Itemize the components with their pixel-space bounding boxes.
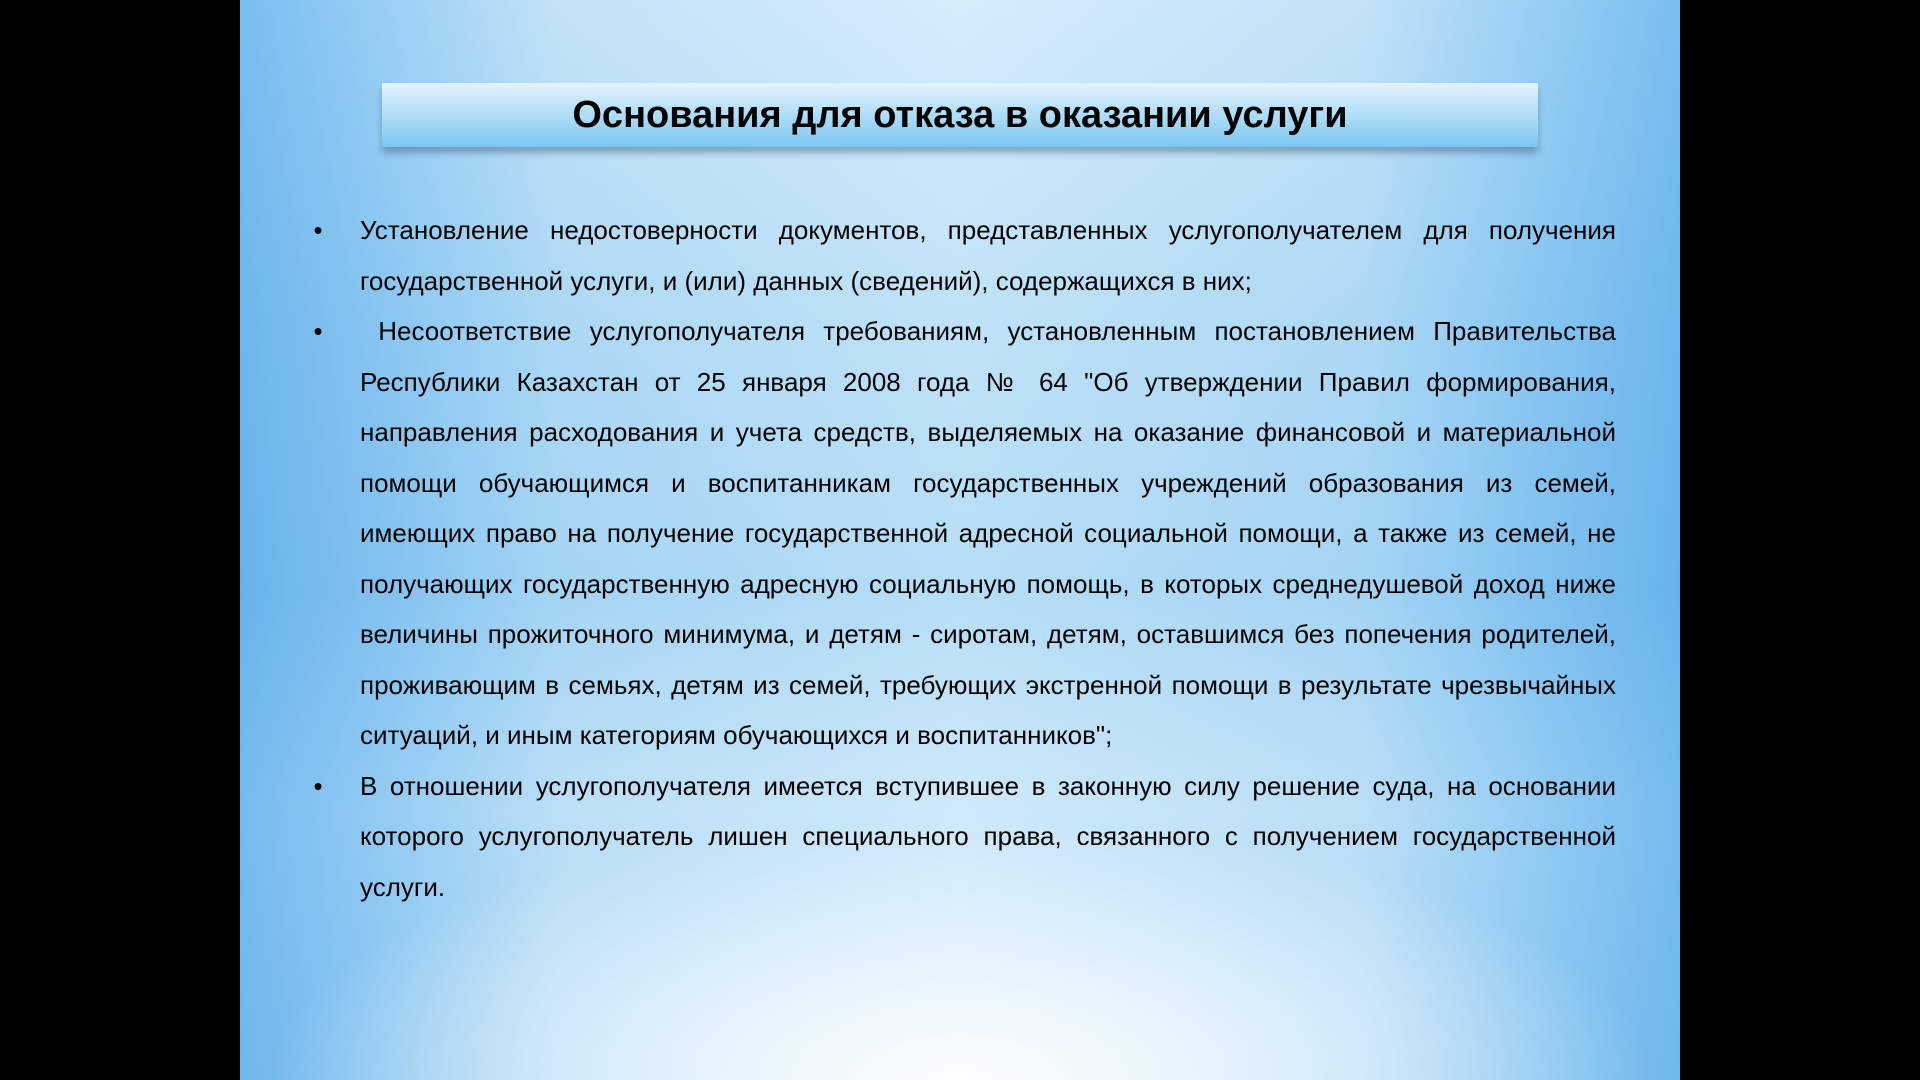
list-item-text: Несоответствие услугополучателя требованиям, установленным постановлением Правительства Республики Казахстан от 25 января 2008 года № 64 "Об утверждении Правил формирования, направления расходования и учета средств, выделяемых на оказание финансовой и материальной помощи обучающимся и воспитанникам государственных учреждений образования из семей, имеющих право на получение государственной адресной социальной помощи, а также из семей, не получающих государственную адресную социальную помощь, в которых среднедушевой доход ниже величины прожиточного минимума, и детям - сиротам, детям, оставшимся без попечения родителей, проживающим в семьях, детям из семей, требующих экстренной помощи в результате чрезвычайных ситуаций, и иным категориям обучающихся и воспитанников"; bbox=[360, 316, 1624, 750]
slide bbox=[240, 0, 1680, 1080]
list-item bbox=[308, 205, 1616, 306]
bullet-list bbox=[308, 205, 1624, 912]
bullet-icon: • bbox=[313, 770, 323, 801]
list-item bbox=[308, 306, 1624, 761]
list-item-text: Установление недостоверности документов, представленных услугополучателем для получения государственной услуги, и (или) данных (сведений), содержащихся в них; bbox=[360, 215, 1616, 296]
slide-title: Основания для отказа в оказании услуги bbox=[572, 93, 1348, 136]
bullet-icon: • bbox=[313, 316, 323, 346]
list-item-text: В отношении услугополучателя имеется вступившее в законную силу решение суда, на основании которого услугополучатель лишен специального права, связанного с получением государственной услуги. bbox=[360, 770, 1616, 902]
list-item bbox=[308, 761, 1616, 913]
bullet-icon: • bbox=[313, 215, 323, 245]
title-bar bbox=[382, 83, 1538, 147]
